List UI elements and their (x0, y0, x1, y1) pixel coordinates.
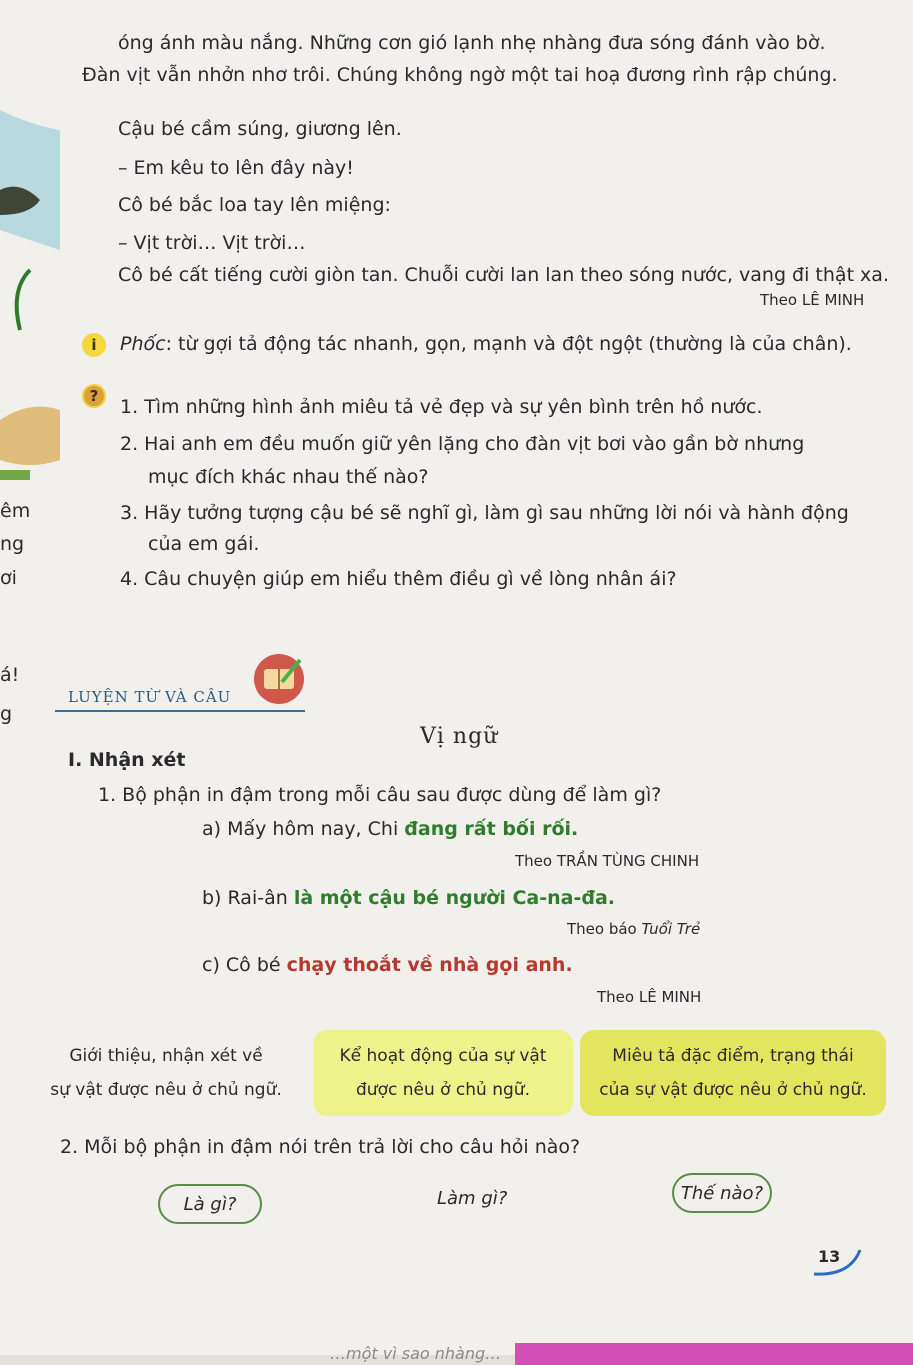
info-icon: i (82, 333, 106, 357)
answer-box-line: của sự vật được nêu ở chủ ngữ. (599, 1080, 867, 1100)
answer-box-line: sự vật được nêu ở chủ ngữ. (50, 1080, 282, 1100)
story-line: Đàn vịt vẫn nhởn nhơ trôi. Chúng không ngờ một tai hoạ đương rình rập chúng. (82, 64, 838, 86)
example-b (202, 887, 615, 909)
example-c-bold: chạy thoắt về nhà gọi anh. (286, 954, 573, 976)
example-c-source: Theo LÊ MINH (597, 988, 702, 1006)
example-c-text: c) Cô bé (202, 954, 287, 976)
book-pen-icon (252, 652, 306, 706)
example-b-source (567, 920, 700, 938)
answer-box (25, 1030, 307, 1116)
answer-box-line: Giới thiệu, nhận xét về (69, 1046, 263, 1066)
example-a (202, 818, 578, 840)
section-rule (55, 710, 305, 712)
story-line: – Em kêu to lên đây này! (118, 157, 354, 179)
answer-box-line: Kể hoạt động của sự vật (339, 1046, 547, 1066)
section-title: LUYỆN TỪ VÀ CÂU (68, 688, 232, 706)
answer-box-line: được nêu ở chủ ngữ. (356, 1080, 530, 1100)
pill-la-gi: Là gì? (158, 1184, 262, 1224)
margin-fragment: ng (0, 533, 25, 555)
page-number-swoosh (810, 1240, 870, 1280)
question-2: 2. Hai anh em đều muốn giữ yên lặng cho đàn vịt bơi vào gần bờ nhưng (120, 433, 805, 455)
exercise-2: 2. Mỗi bộ phận in đậm nói trên trả lời cho câu hỏi nào? (60, 1136, 581, 1158)
pill-the-nao: Thế nào? (672, 1173, 772, 1213)
example-a-source: Theo TRẦN TÙNG CHINH (515, 852, 700, 870)
answer-box (580, 1030, 886, 1116)
question-3: 3. Hãy tưởng tượng cậu bé sẽ nghĩ gì, làm gì sau những lời nói và hành động (120, 502, 849, 524)
glossary-term: Phốc (120, 333, 166, 355)
answer-box (313, 1030, 573, 1116)
pill-lam-gi: Làm gì? (437, 1188, 508, 1209)
story-line: Cô bé bắc loa tay lên miệng: (118, 194, 391, 216)
question-1: 1. Tìm những hình ảnh miêu tả vẻ đẹp và sự yên bình trên hồ nước. (120, 396, 763, 418)
example-c (202, 954, 573, 976)
glossary-entry (120, 333, 852, 355)
story-line: óng ánh màu nắng. Những cơn gió lạnh nhẹ nhàng đưa sóng đánh vào bờ. (118, 32, 826, 54)
example-b-source-italic: Tuổi Trẻ (641, 920, 701, 938)
example-a-bold: đang rất bối rối. (404, 818, 579, 840)
margin-fragment: êm (0, 500, 31, 522)
story-source: Theo LÊ MINH (760, 291, 865, 309)
question-3-cont: của em gái. (148, 533, 260, 555)
part-heading: I. Nhận xét (68, 749, 186, 771)
example-a-text: a) Mấy hôm nay, Chi (202, 818, 405, 840)
question-4: 4. Câu chuyện giúp em hiểu thêm điều gì về lòng nhân ái? (120, 568, 677, 590)
margin-fragment: á! (0, 664, 20, 686)
lesson-title: Vị ngữ (420, 724, 499, 749)
story-line: – Vịt trời… Vịt trời… (118, 232, 306, 254)
answer-box-line: Miêu tả đặc điểm, trạng thái (612, 1046, 854, 1066)
example-b-text: b) Rai-ân (202, 887, 294, 909)
glossary-definition: : từ gợi tả động tác nhanh, gọn, mạnh và đột ngột (thường là của chân). (165, 333, 852, 355)
story-line: Cậu bé cầm súng, giương lên. (118, 118, 402, 140)
example-b-source-text: Theo báo (567, 920, 642, 938)
margin-fragment: ơi (0, 567, 17, 589)
question-icon: ? (82, 384, 106, 408)
question-2-cont: mục đích khác nhau thế nào? (148, 466, 429, 488)
page-number: 13 (818, 1247, 841, 1266)
example-b-bold: là một cậu bé người Ca-na-đa. (293, 887, 615, 909)
footer-text: …một vì sao nhàng… (330, 1344, 502, 1363)
story-line: Cô bé cất tiếng cười giòn tan. Chuỗi cười lan lan theo sóng nước, vang đi thật xa. (118, 264, 889, 286)
margin-fragment: g (0, 703, 13, 725)
exercise-1: 1. Bộ phận in đậm trong mỗi câu sau được dùng để làm gì? (98, 784, 662, 806)
